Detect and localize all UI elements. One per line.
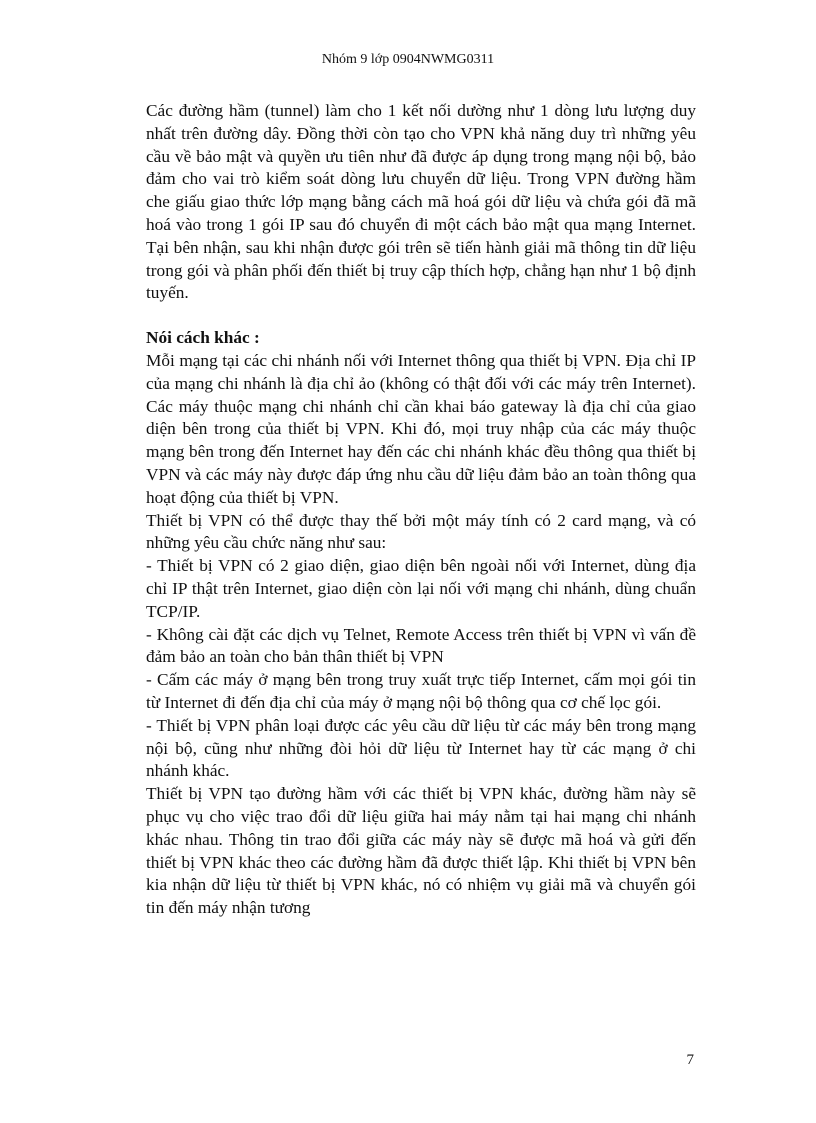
bullet-interfaces: - Thiết bị VPN có 2 giao diện, giao diện bên ngoài nối với Internet, dùng địa chỉ IP thật trên Internet, giao diện còn lại nối với mạng chi nhánh, dùng chuẩn TCP/IP. — [146, 556, 696, 621]
bullet-classify: - Thiết bị VPN phân loại được các yêu cầu dữ liệu từ các máy bên trong mạng nội bộ, cũng như những đòi hỏi dữ liệu từ Internet hay từ các mạng ở chi nhánh khác. — [146, 715, 696, 781]
page-header: Nhóm 9 lớp 0904NWMG0311 — [321, 52, 495, 67]
paragraph-vpn-device: Thiết bị VPN có thể được thay thế bởi một máy tính có 2 card mạng, và có những yêu cầu chức năng như sau: — [146, 510, 696, 553]
bullet-no-services: - Không cài đặt các dịch vụ Telnet, Remote Access trên thiết bị VPN vì vấn đề đảm bảo an toàn cho bản thân thiết bị VPN — [146, 624, 696, 667]
paragraph-tunnel-exchange: Thiết bị VPN tạo đường hầm với các thiết bị VPN khác, đường hầm này sẽ phục vụ cho việc trao đổi dữ liệu giữa hai máy nằm tại hai mạng chi nhánh khác nhau. Thông tin trao đổi giữa các máy này sẽ được mã hoá và gửi đến thiết bị VPN khác theo các đường hầm đã được thiết lập. Khi thiết bị VPN bên kia nhận dữ liệu từ thiết bị VPN khác, nó có nhiệm vụ giải mã và chuyển gói tin đến máy nhận tương — [146, 784, 696, 918]
paragraph-branch-networks: Mỗi mạng tại các chi nhánh nối với Internet thông qua thiết bị VPN. Địa chỉ IP của mạng chi nhánh là địa chỉ ảo (không có thật đối với các máy trên Internet). Các máy thuộc mạng chi nhánh chỉ cần khai báo gateway là địa chỉ của giao diện bên trong của thiết bị VPN. Khi đó, mọi truy nhập của các máy thuộc mạng bên trong đến Internet hay đến các chi nhánh khác đều thông qua thiết bị VPN và các máy này được đáp ứng nhu cầu dữ liệu đảm bảo an toàn thông qua hoạt động của thiết bị VPN. — [146, 350, 696, 507]
section-heading: Nói cách khác : — [146, 328, 260, 348]
paragraph-gap — [146, 305, 696, 327]
paragraph-tunnel: Các đường hầm (tunnel) làm cho 1 kết nối dường như 1 dòng lưu lượng duy nhất trên đường dây. Đồng thời còn tạo cho VPN khả năng duy trì những yêu cầu về bảo mật và quyền ưu tiên như đã được áp dụng trong mạng nội bộ, bảo đảm cho vai trò kiểm soát dòng lưu chuyển dữ liệu. Trong VPN đường hầm che giấu giao thức lớp mạng bằng cách mã hoá gói dữ liệu và chứa gói đã mã hoá vào trong 1 gói IP sau đó chuyển đi một cách bảo mật qua mạng Internet. Tại bên nhận, sau khi nhận được gói trên sẽ tiến hành giải mã thông tin dữ liệu trong gói và phân phối đến thiết bị truy cập thích hợp, chẳng hạn như 1 bộ định tuyến. — [146, 101, 696, 303]
document-body — [146, 100, 696, 920]
bullet-packet-filter: - Cấm các máy ở mạng bên trong truy xuất trực tiếp Internet, cấm mọi gói tin từ Internet đi đến địa chỉ của máy ở mạng nội bộ thông qua cơ chế lọc gói. — [146, 670, 696, 712]
page-number: 7 — [686, 1052, 694, 1068]
